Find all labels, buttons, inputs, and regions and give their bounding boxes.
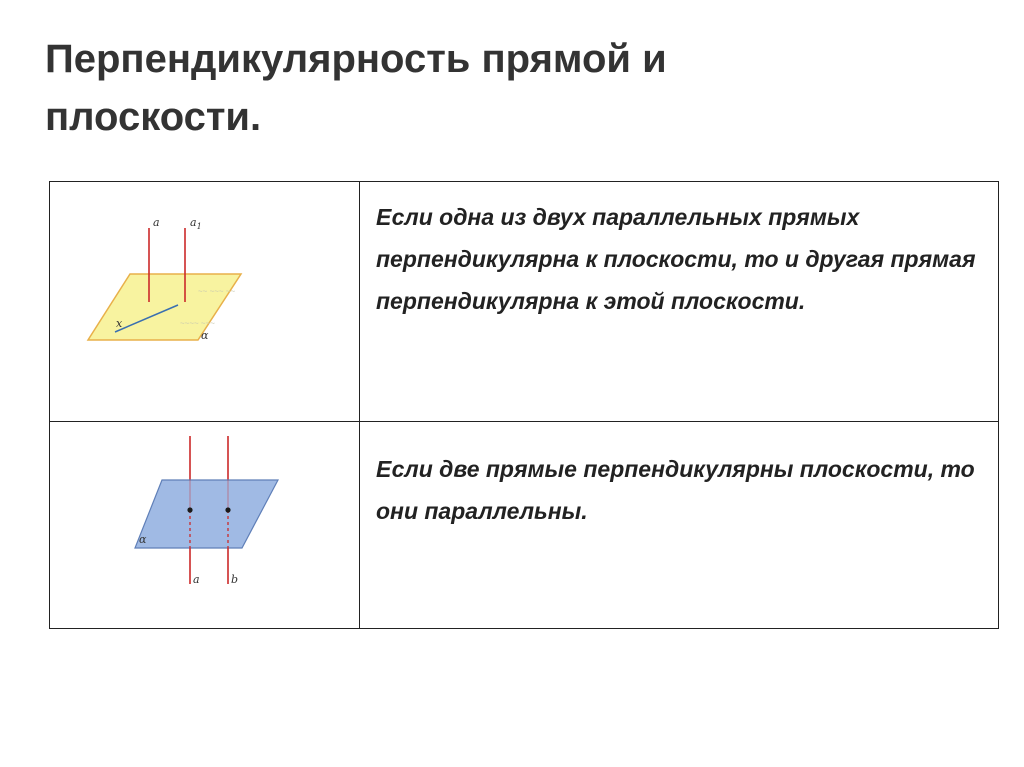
label-a1: $a_1$ xyxy=(190,216,202,231)
label-b: b xyxy=(231,573,239,586)
svg-text:~~~~ ~~~: ~~~~ ~~~ xyxy=(180,319,215,328)
theorem-table xyxy=(49,181,999,629)
label-alpha: α xyxy=(139,533,147,546)
label-alpha: α xyxy=(201,329,209,342)
plane-alpha xyxy=(88,274,241,340)
theorem-text-2: Если две прямые перпендикулярны плоскости, то они параллельны. xyxy=(360,422,999,629)
table-row xyxy=(50,422,999,629)
parallel-lines-perpendicular-figure xyxy=(50,182,357,406)
point-a xyxy=(187,507,192,512)
two-perpendicular-lines-figure xyxy=(50,422,357,600)
theorem-text-1: Если одна из двух параллельных прямых перпендикулярна к плоскости, то и другая прямая перпендикулярна к этой плоскости. xyxy=(360,182,999,422)
point-b xyxy=(225,507,230,512)
svg-text:~~ ~~~ ~~: ~~ ~~~ ~~ xyxy=(198,287,236,296)
label-a: a xyxy=(193,573,200,586)
label-x: x xyxy=(116,317,123,330)
slide-title: Перпендикулярность прямой и плоскости. xyxy=(45,37,667,139)
table-row xyxy=(50,182,999,422)
label-a: a xyxy=(153,216,160,229)
figure-cell xyxy=(50,182,360,422)
figure-cell xyxy=(50,422,360,629)
plane-alpha xyxy=(135,480,278,548)
